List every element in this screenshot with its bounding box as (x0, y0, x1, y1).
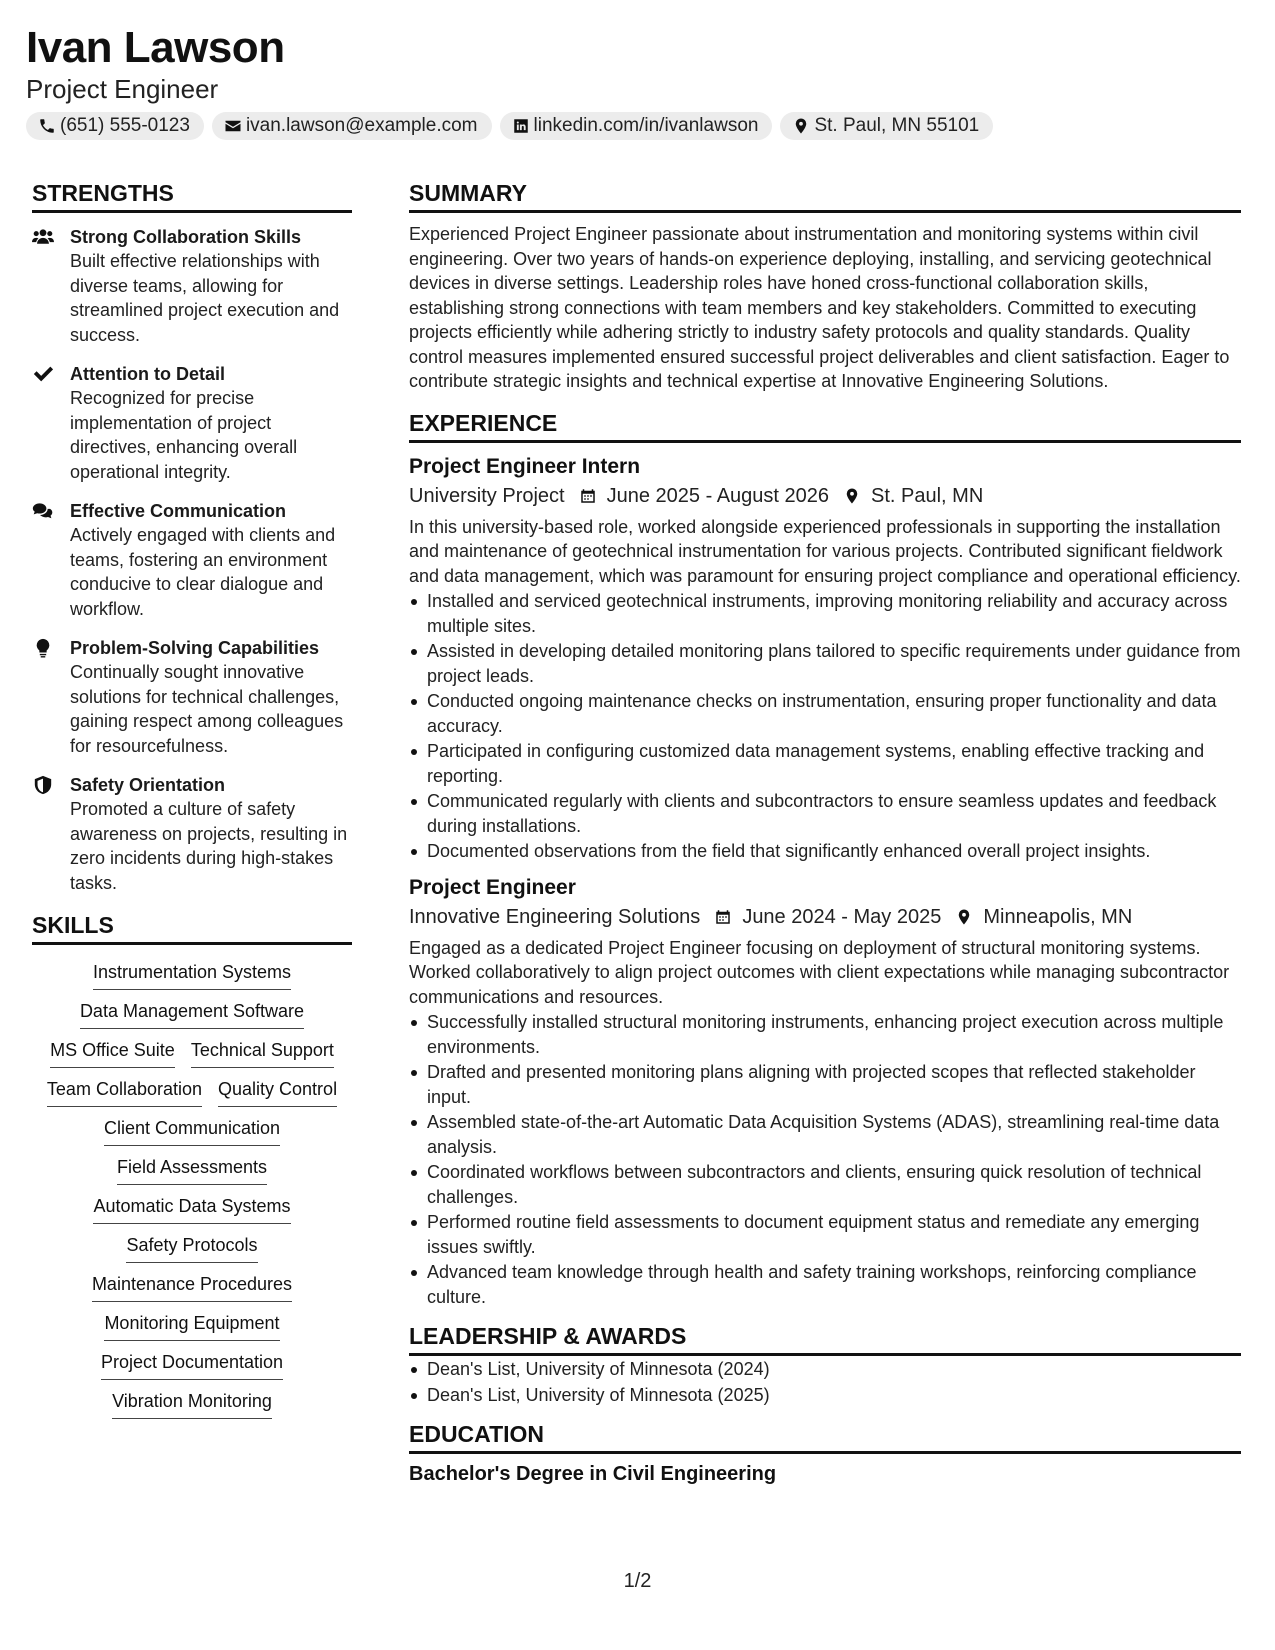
checkmark-icon (32, 364, 54, 384)
summary-text: Experienced Project Engineer passionate about instrumentation and monitoring systems within civil engineering. Over two years of hands-on experience deploying, installing, and servicing geotechnical devices in diverse settings. Leadership roles have honed cross-functional collaboration skills, establishing strong connections with team members and key stakeholders. Committed to executing projects efficiently while adhering strictly to industry safety protocols and quality standards. Quality control measures implemented ensured successful project deliverables and client satisfaction. Eager to contribute strategic insights and technical expertise at Innovative Engineering Solutions. (409, 224, 1230, 391)
strength-desc: Promoted a culture of safety awareness on projects, resulting in zero incidents during high-stakes tasks. (70, 799, 348, 893)
skill-tag: Vibration Monitoring (36, 1390, 348, 1419)
calendar-icon (714, 908, 732, 926)
strength-desc: Actively engaged with clients and teams, fostering an environment conducive to clear dialogue and workflow. (70, 525, 336, 619)
strength-title: Safety Orientation (70, 775, 226, 795)
education-degree: Bachelor's Degree in Civil Engineering (409, 1463, 777, 1485)
strength-title: Strong Collaboration Skills (70, 227, 302, 247)
strength-item (32, 773, 352, 895)
list-item: Installed and serviced geotechnical instruments, improving monitoring reliability and accuracy across multiple sites. (409, 589, 1241, 638)
skill-tag: Project Documentation (36, 1351, 348, 1380)
contact-bar (26, 112, 1256, 140)
job-dates: June 2024 - May 2025 (742, 905, 942, 928)
skill-tag: Automatic Data Systems (36, 1195, 348, 1224)
skill-tag: Client Communication (36, 1117, 348, 1146)
leadership-list (409, 1357, 1241, 1407)
contact-phone[interactable] (26, 112, 204, 140)
skills-list (32, 945, 352, 1419)
skills-heading: SKILLS (32, 910, 352, 945)
shield-icon (32, 775, 54, 795)
contact-location (780, 112, 993, 140)
contact-email[interactable] (212, 112, 492, 140)
left-column (32, 178, 352, 1419)
job-dates: June 2025 - August 2026 (606, 484, 830, 507)
skill-tag: Team Collaboration (47, 1078, 202, 1107)
lightbulb-icon (32, 638, 54, 658)
list-item: Drafted and presented monitoring plans aligning with projected scopes that reflected stakeholder input. (409, 1060, 1241, 1109)
job-bullets (409, 589, 1241, 864)
map-pin-icon (955, 908, 973, 926)
envelope-icon (224, 117, 242, 135)
skill-tag: MS Office Suite (50, 1039, 175, 1068)
strength-desc: Continually sought innovative solutions for technical challenges, gaining respect among colleagues for resourcefulness. (70, 662, 344, 756)
contact-linkedin-text: linkedin.com/in/ivanlawson (533, 115, 759, 136)
list-item: Coordinated workflows between subcontractors and clients, ensuring quick resolution of technical challenges. (409, 1160, 1241, 1209)
linkedin-icon (512, 117, 530, 135)
strengths-heading: STRENGTHS (32, 178, 352, 213)
strength-desc: Built effective relationships with diverse teams, allowing for streamlined project execution and success. (70, 251, 340, 345)
resume-header (26, 22, 1256, 140)
list-item: Conducted ongoing maintenance checks on instrumentation, ensuring proper functionality and data accuracy. (409, 689, 1241, 738)
experience-heading: EXPERIENCE (409, 408, 1241, 443)
contact-phone-text: (651) 555-0123 (60, 115, 190, 136)
job-bullets (409, 1010, 1241, 1309)
skill-tag: Technical Support (191, 1039, 334, 1068)
list-item: Dean's List, University of Minnesota (2024) (409, 1357, 1241, 1382)
job-meta (409, 902, 1241, 932)
strength-desc: Recognized for precise implementation of project directives, enhancing overall operational integrity. (70, 388, 298, 482)
job-company: Innovative Engineering Solutions (409, 905, 701, 928)
skill-tag: Field Assessments (36, 1156, 348, 1185)
job-title: Project Engineer (409, 875, 576, 899)
list-item: Assembled state-of-the-art Automatic Data Acquisition Systems (ADAS), streamlining real-time data analysis. (409, 1110, 1241, 1159)
contact-email-text: ivan.lawson@example.com (245, 115, 478, 136)
job-description: Engaged as a dedicated Project Engineer focusing on deployment of structural monitoring systems. Worked collaboratively to align project outcomes with client expectations while managing subcontractor communications and resources. (409, 937, 1230, 1007)
phone-icon (38, 117, 56, 135)
strength-title: Effective Communication (70, 501, 287, 521)
contact-location-text: St. Paul, MN 55101 (814, 115, 980, 136)
map-pin-icon (792, 117, 810, 135)
candidate-role: Project Engineer (26, 74, 219, 104)
calendar-icon (579, 487, 597, 505)
right-column (409, 178, 1241, 1488)
strength-title: Attention to Detail (70, 364, 225, 384)
strength-item (32, 362, 352, 484)
candidate-name: Ivan Lawson (26, 23, 285, 72)
chat-bubbles-icon (32, 501, 54, 521)
job-title: Project Engineer Intern (409, 454, 641, 478)
page-number: 1/2 (623, 1570, 652, 1592)
skill-tag: Data Management Software (36, 1000, 348, 1029)
strength-item (32, 499, 352, 621)
skill-tag: Safety Protocols (36, 1234, 348, 1263)
job-company: University Project (409, 484, 565, 507)
strength-item (32, 636, 352, 758)
skill-tag: Quality Control (218, 1078, 337, 1107)
strength-title: Problem-Solving Capabilities (70, 638, 320, 658)
job-entry (409, 874, 1241, 1310)
list-item: Participated in configuring customized data management systems, enabling effective tracking and reporting. (409, 739, 1241, 788)
skill-tag: Maintenance Procedures (36, 1273, 348, 1302)
contact-linkedin[interactable] (500, 112, 773, 140)
job-entry (409, 453, 1241, 864)
job-meta (409, 481, 1241, 511)
skill-tag: Instrumentation Systems (36, 961, 348, 990)
summary-heading: SUMMARY (409, 178, 1241, 213)
list-item: Advanced team knowledge through health and safety training workshops, reinforcing compliance culture. (409, 1260, 1241, 1309)
list-item: Communicated regularly with clients and subcontractors to ensure seamless updates and feedback during installations. (409, 789, 1241, 838)
users-icon (32, 227, 54, 247)
list-item: Performed routine field assessments to document equipment status and remediate any emerging issues swiftly. (409, 1210, 1241, 1259)
list-item: Documented observations from the field that significantly enhanced overall project insights. (409, 839, 1241, 864)
map-pin-icon (843, 487, 861, 505)
list-item: Assisted in developing detailed monitoring plans tailored to specific requirements under guidance from project leads. (409, 639, 1241, 688)
list-item: Dean's List, University of Minnesota (2025) (409, 1383, 1241, 1408)
strength-item (32, 225, 352, 347)
strengths-list (32, 225, 352, 895)
education-heading: EDUCATION (409, 1419, 1241, 1454)
leadership-heading: LEADERSHIP & AWARDS (409, 1321, 1241, 1356)
list-item: Successfully installed structural monitoring instruments, enhancing project execution across multiple environments. (409, 1010, 1241, 1059)
job-location: Minneapolis, MN (983, 905, 1133, 928)
skill-tag: Monitoring Equipment (36, 1312, 348, 1341)
job-description: In this university-based role, worked alongside experienced professionals in supporting the installation and maintenance of geotechnical instrumentation for various projects. Contributed significant fieldwork and data management, which was paramount for ensuring project compliance and operational efficiency. (409, 516, 1241, 586)
job-location: St. Paul, MN (871, 484, 984, 507)
